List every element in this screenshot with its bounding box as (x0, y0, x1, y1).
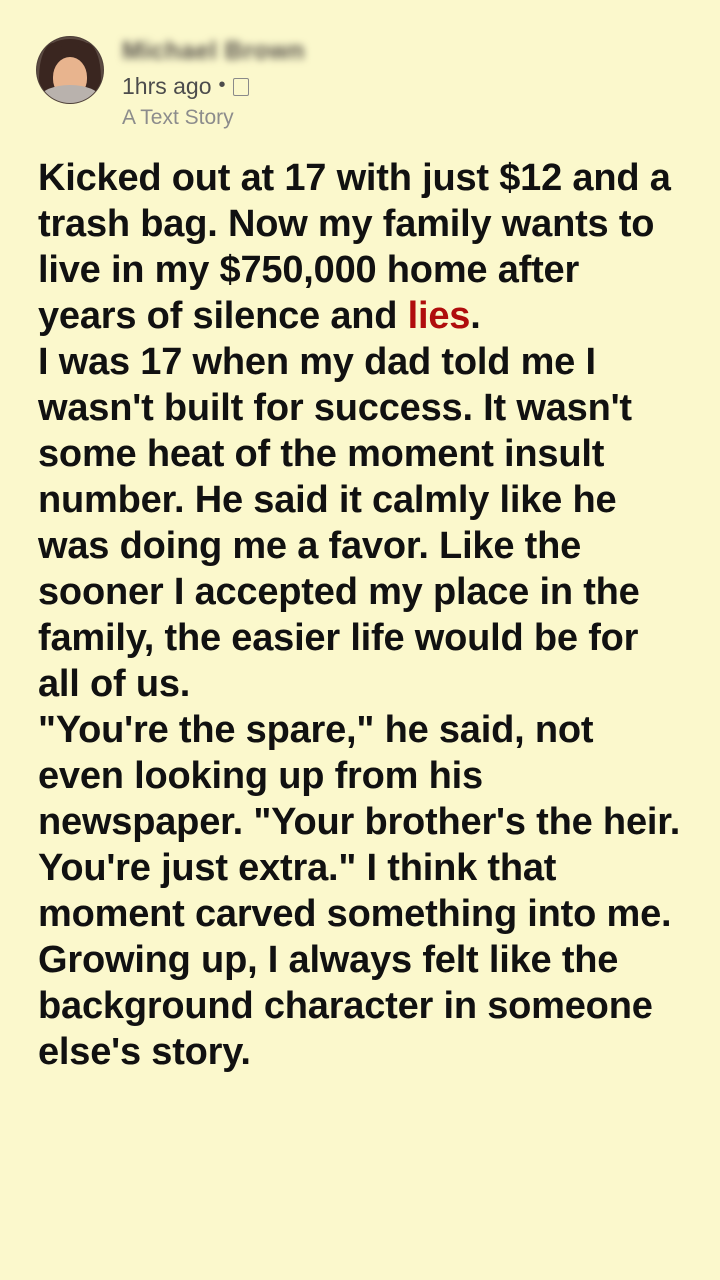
story-paragraph-2: "You're the spare," he said, not even looking up from his newspaper. "Your brother's the heir. You're just extra." I think that moment carved something into me. (38, 709, 681, 935)
globe-icon (233, 78, 249, 96)
story-kind-label: A Text Story (122, 106, 234, 130)
story-paragraph-3: Growing up, I always felt like the background character in someone else's story. (38, 938, 653, 1073)
header-text (122, 36, 305, 130)
avatar[interactable] (36, 36, 104, 104)
author-name[interactable]: Michael Brown (122, 37, 305, 65)
headline-text-after: . (470, 295, 481, 338)
headline-highlight: lies (407, 295, 471, 338)
story-headline (38, 156, 684, 340)
meta-separator: • (218, 74, 226, 97)
post-header (0, 0, 720, 130)
post-body (0, 130, 720, 1075)
headline-text-before: Kicked out at 17 with just $12 and a trash bag. Now my family wants to live in my $750,000 home after years of silence and (38, 157, 671, 338)
story-paragraph-1: I was 17 when my dad told me I wasn't built for success. It wasn't some heat of the moment insult number. He said it calmly like he was doing me a favor. Like the sooner I accepted my place in the family, the easier life would be for all of us. (38, 341, 640, 706)
post-meta (122, 72, 305, 101)
avatar-shoulders (40, 85, 100, 104)
post-timestamp: 1hrs ago (122, 72, 212, 99)
